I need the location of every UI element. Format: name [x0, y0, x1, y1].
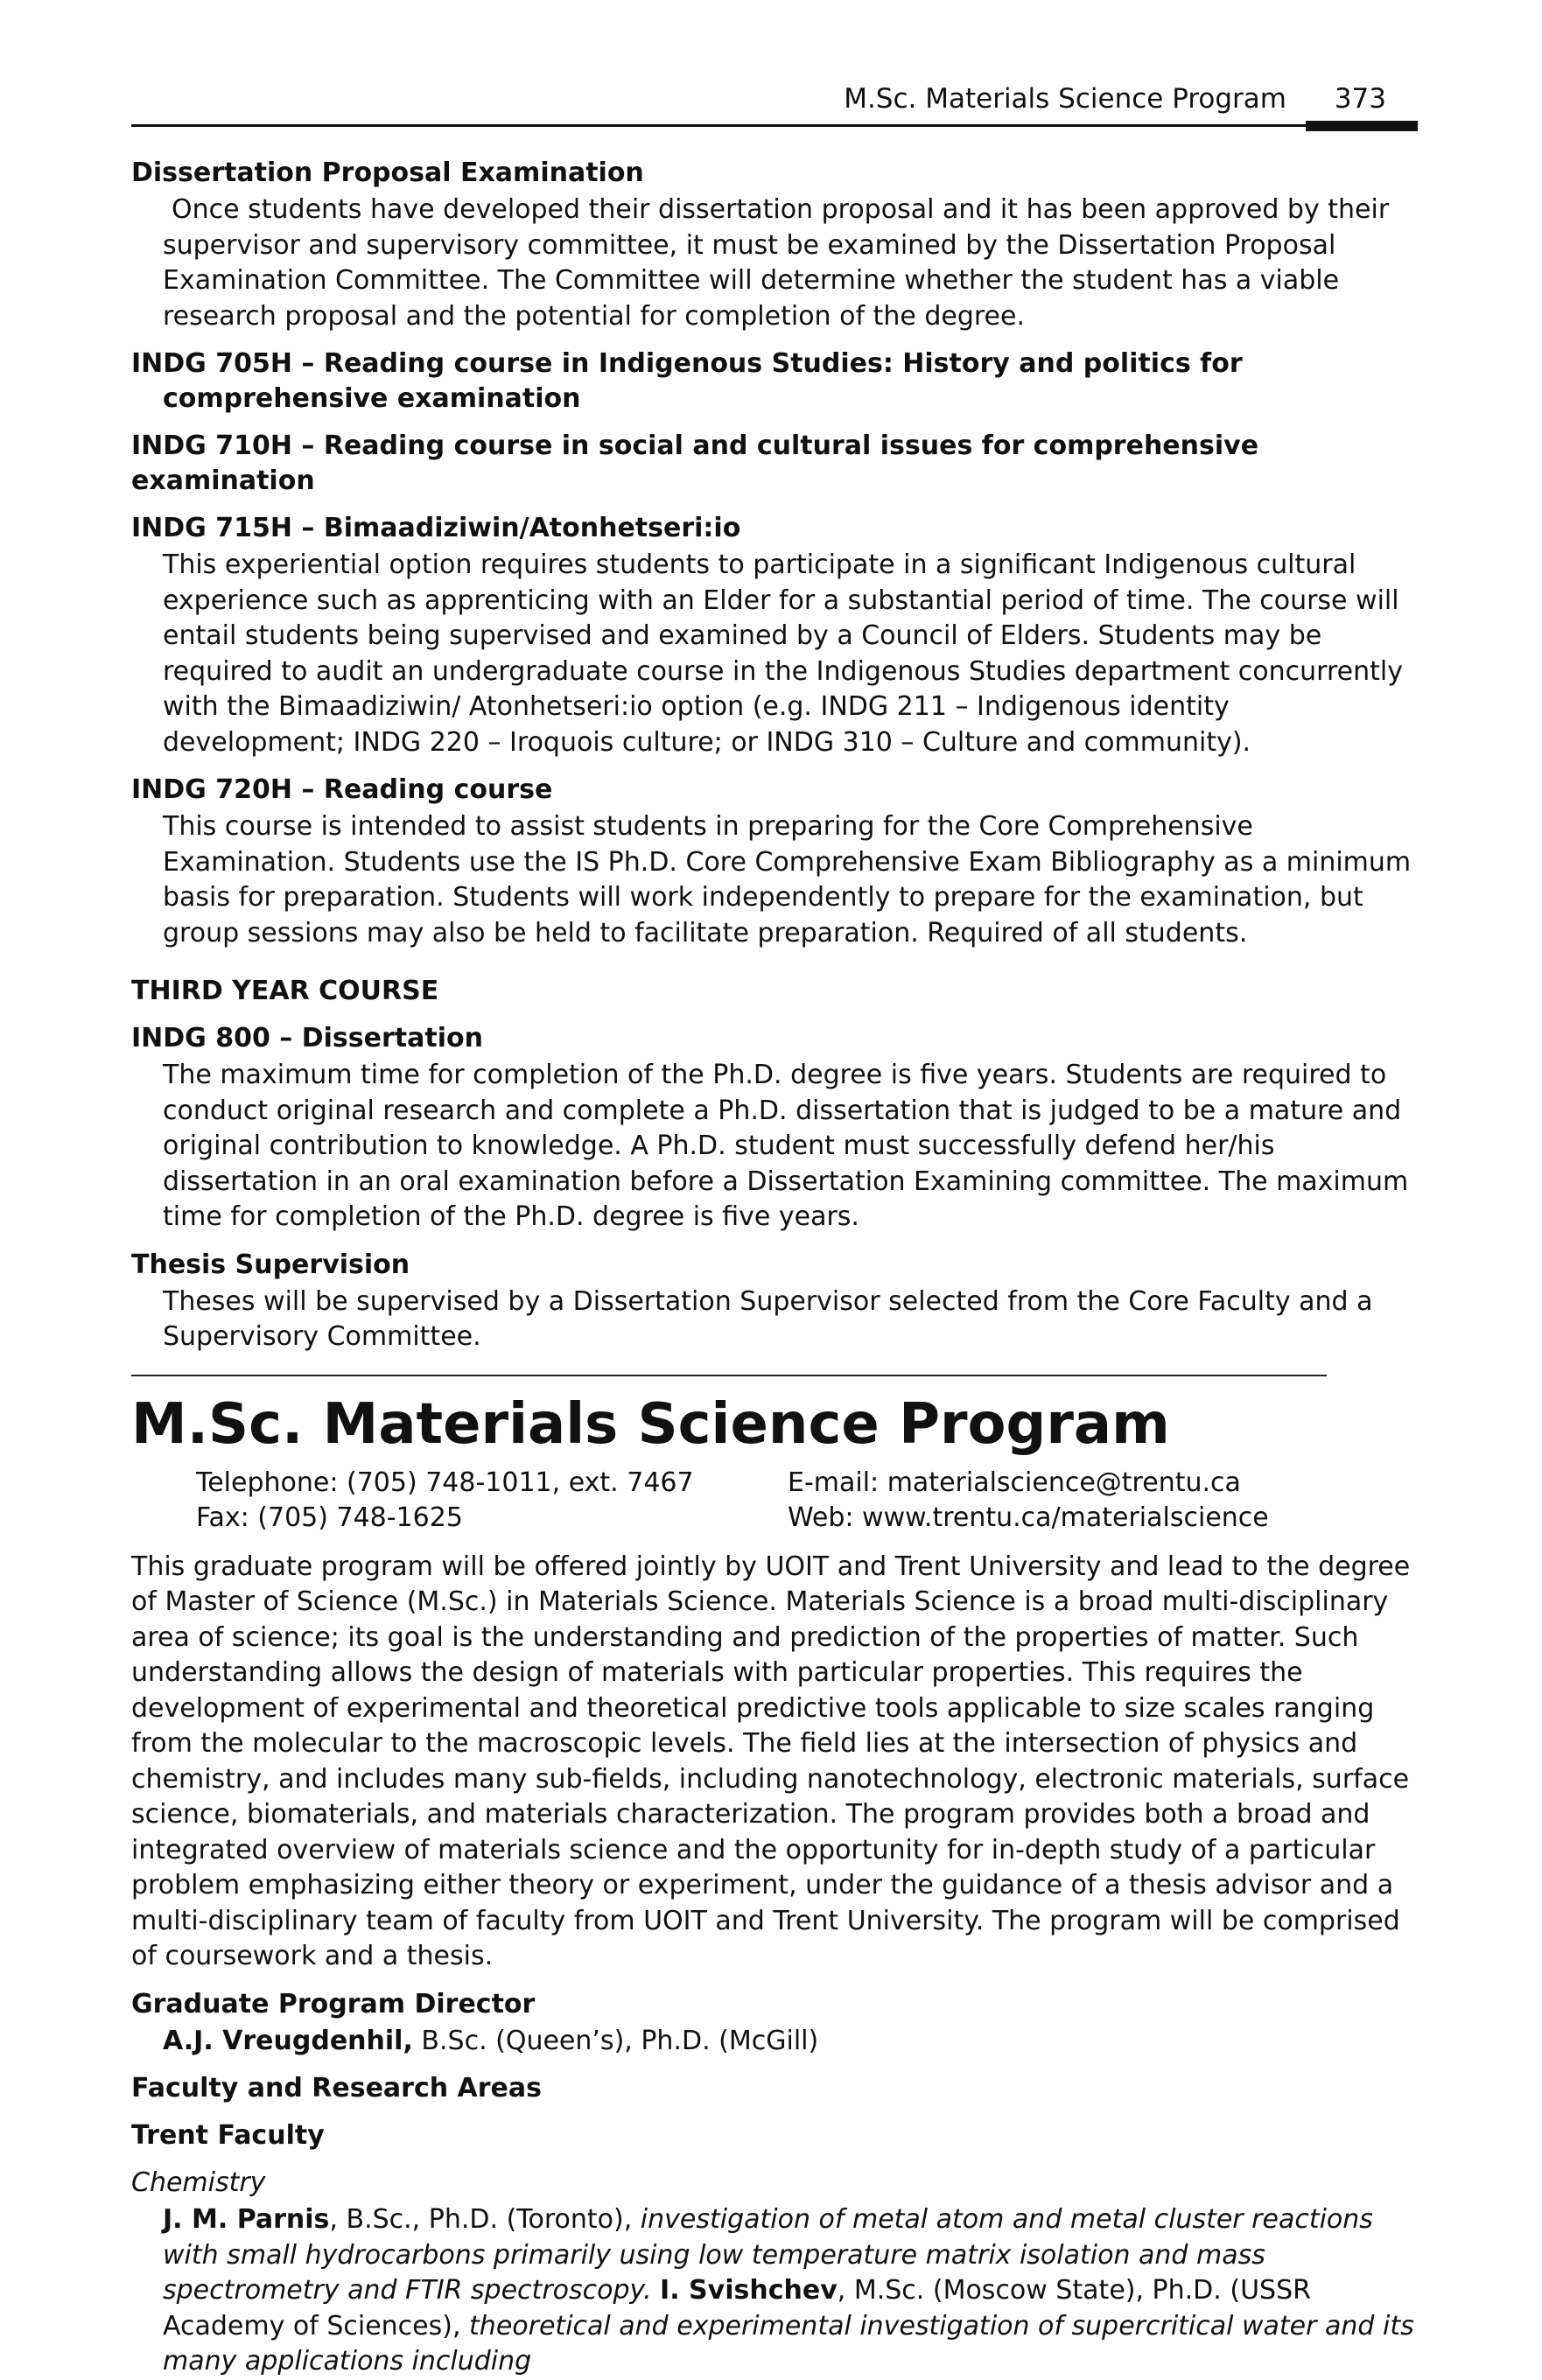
page-number: 373	[1334, 83, 1386, 115]
fax: Fax: (705) 748-1625	[196, 1502, 463, 1533]
section-heading: THIRD YEAR COURSE	[131, 976, 439, 1006]
parnis-research: investigation of metal atom and metal cluster reactions with small hydrocarbons primarily using low temperature matrix isolation and mass spectrometry and FTIR spectroscopy.	[163, 2204, 1373, 2306]
course-heading: INDG 715H – Bimaadiziwin/Atonhetseri:io	[131, 513, 741, 543]
parnis-name: J. M. Parnis	[163, 2204, 330, 2235]
section-heading: Dissertation Proposal Examination	[131, 158, 644, 188]
section-body: Theses will be supervised by a Dissertation Supervisor selected from the Core Faculty and a Supervisory Committee.	[163, 1285, 1373, 1352]
running-header	[131, 80, 1418, 127]
course-heading: INDG 720H – Reading course	[131, 774, 553, 805]
section-body: Once students have developed their dissertation proposal and it has been approved by their supervisor and supervisory committee, it must be examined by the Dissertation Proposal Examination Committee. The Committee will determine whether the student has a viable research proposal and the potential for completion of the degree.	[163, 194, 1390, 332]
faculty-heading: Faculty and Research Areas	[131, 2073, 542, 2104]
director-degrees: B.Sc. (Queen’s), Ph.D. (McGill)	[412, 2025, 819, 2056]
telephone: Telephone: (705) 748-1011, ext. 7467	[196, 1466, 694, 1498]
svishchev-name: I. Svishchev	[660, 2275, 838, 2306]
trent-faculty-heading: Trent Faculty	[131, 2120, 325, 2151]
program-description: This graduate program will be offered jointly by UOIT and Trent University and lead to the degree of Master of Science (M.Sc.) in Materials Science. Materials Science is a broad multi-disciplinary area of science; its goal is the understanding and prediction of the properties of matter. Such understanding allows the design of materials with particular properties. This requires the development of experimental and theoretical predictive tools applicable to size scales ranging from the molecular to the macroscopic levels. The field lies at the intersection of physics and chemistry, and includes many sub-fields, including nanotechnology, electronic materials, surface science, biomaterials, and materials characterization. The program provides both a broad and integrated overview of materials science and the opportunity for in-depth study of a particular problem emphasizing either theory or experiment, under the guidance of a thesis advisor and a multi-disciplinary team of faculty from UOIT and Trent University. The program will be comprised of coursework and a thesis.	[131, 1550, 1411, 1971]
course-description: The maximum time for completion of the Ph.D. degree is five years. Students are required to conduct original research and complete a Ph.D. dissertation that is judged to be a mature and original contribution to knowledge. A Ph.D. student must successfully defend her/his dissertation in an oral examination before a Dissertation Examining committee. The maximum time for completion of the Ph.D. degree is five years.	[163, 1060, 1409, 1232]
svishchev-research: theoretical and experimental investigation of supercritical water and its many applications including	[163, 2310, 1414, 2376]
parnis-degrees: , B.Sc., Ph.D. (Toronto),	[329, 2204, 641, 2235]
page	[131, 0, 1418, 2376]
faculty-entries	[163, 2202, 1418, 2380]
course-description: This course is intended to assist students in preparing for the Core Comprehensive Examination. Students use the IS Ph.D. Core Comprehensive Exam Bibliography as a minimum basis for preparation. Students will work independently to prepare for the examination, but group sessions may also be held to facilitate preparation. Required of all students.	[163, 811, 1412, 948]
course-heading: INDG 710H – Reading course in social and cultural issues for comprehensive examination	[131, 430, 1259, 496]
director-name: A.J. Vreugdenhil,	[163, 2025, 413, 2056]
director-entry	[163, 2024, 1418, 2060]
director-heading: Graduate Program Director	[131, 1988, 536, 2020]
program-title: M.Sc. Materials Science Program	[131, 1391, 1170, 1457]
svishchev-degrees: , M.Sc. (Moscow State), Ph.D. (USSR Academy of Sciences),	[163, 2275, 1311, 2342]
section-divider	[131, 1375, 1327, 1376]
course-heading: INDG 705H – Reading course in Indigenous Studies: History and politics for comprehensive examination	[131, 348, 1243, 414]
email: E-mail: materialscience@trentu.ca	[788, 1466, 1241, 1498]
course-heading: INDG 800 – Dissertation	[131, 1023, 483, 1054]
content	[131, 156, 1418, 2380]
chemistry-heading: Chemistry	[131, 2167, 266, 2198]
web: Web: www.trentu.ca/materialscience	[788, 1502, 1269, 1533]
section-heading: Thesis Supervision	[131, 1249, 410, 1280]
running-title: M.Sc. Materials Science Program	[844, 83, 1286, 115]
program-contacts	[196, 1466, 1418, 1536]
header-bar	[1306, 121, 1418, 131]
course-description: This experiential option requires students to participate in a significant Indigenous cultural experience such as apprenticing with an Elder for a substantial period of time. The course will entail students being supervised and examined by a Council of Elders. Students may be required to audit an undergraduate course in the Indigenous Studies department concurrently with the Bimaadiziwin/ Atonhetseri:io option (e.g. INDG 211 – Indigenous identity development; INDG 220 – Iroquois culture; or INDG 310 – Culture and community).	[163, 550, 1403, 758]
